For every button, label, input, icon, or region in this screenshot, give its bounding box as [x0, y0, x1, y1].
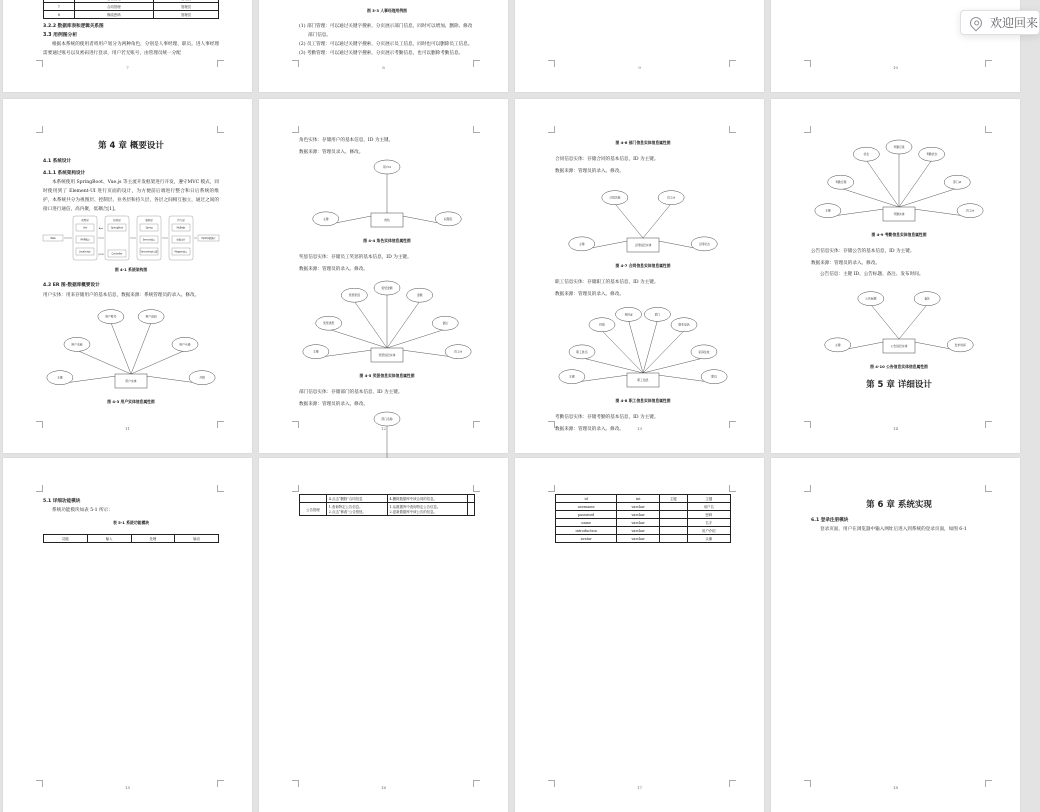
table-cell: 主键 — [660, 495, 688, 503]
figure-caption: 图 4-9 考勤信息实体信息属性图 — [871, 232, 927, 237]
table-cell: 公告管理 — [300, 503, 327, 516]
er-attribute-label: 金额 — [416, 293, 423, 298]
figure-caption: 图 4-8 职工信息实体信息属性图 — [615, 398, 671, 403]
table-row — [556, 495, 731, 503]
list-item: (3) 考勤管理：可以通过关键字搜索，分页展示考勤信息，也可以删除考勤信息。 — [299, 51, 464, 56]
module-label: ServiceImpl实现 — [140, 250, 158, 254]
list-item: (2) 员工管理：可以通过关键字搜索，分页展示员工信息，同时也可以删除员工信息。 — [299, 42, 473, 47]
er-attribute-label: 主键 — [322, 216, 329, 221]
margin-corner-mark — [804, 126, 811, 133]
er-attribute-label: 用户头像 — [179, 342, 191, 347]
table-cell — [660, 519, 688, 527]
data-table — [43, 534, 219, 543]
page-number: 14 — [892, 426, 899, 431]
page-content — [811, 494, 987, 534]
er-connector — [329, 329, 387, 348]
page-content — [811, 135, 987, 396]
er-attribute-label: 部门名称 — [381, 417, 393, 421]
table-cell: password — [556, 511, 617, 519]
figure-caption: 图 4-7 合同信息实体信息属性图 — [615, 263, 671, 268]
er-attribute-label: 主键 — [569, 374, 575, 379]
table-cell: 1.从数据库中查询特定公告信息。 2.更新数据库中该公告的信息。 — [387, 503, 467, 516]
table-cell: 处理 — [131, 535, 175, 543]
er-connector — [899, 160, 932, 207]
margin-corner-mark — [217, 126, 224, 133]
er-attribute-label: 合同名称 — [609, 195, 621, 200]
table-row — [556, 503, 731, 511]
text-line: 奖惩信息实体：存储员工奖惩的基本信息，ID 为主键。 — [299, 255, 412, 260]
architecture-diagram — [43, 214, 219, 262]
client-label: Web — [50, 237, 56, 240]
table-cell — [467, 503, 474, 516]
paragraph: 本系统使用 SpringBoot、Vue.js 等主流开发框架进行开发，遵守MVC 模式，同时使用到了 Element-UI 进行页面的设计，为方便前后端进行整合和日后系统的维护，本系统共分为视图层、控制层、业务层和持久层，各层之间相互独立，通过之间的接口进行通信，高内聚，低耦合[1]。 — [43, 180, 219, 212]
er-entity-label: 合同信息实体 — [634, 243, 652, 247]
data-table — [43, 0, 219, 19]
margin-corner-mark — [729, 485, 736, 492]
er-attribute-label: 备注 — [442, 321, 449, 326]
er-attribute-label: 主键 — [834, 342, 841, 347]
er-connector — [643, 204, 671, 238]
er-attribute-label: 用户账号 — [105, 314, 117, 319]
subsection-heading: 6.1 登录注册模块 — [811, 518, 849, 523]
module-label: MVP模块 — [80, 238, 90, 242]
margin-corner-mark — [548, 126, 555, 133]
chapter-title: 第 4 章 概要设计 — [98, 141, 164, 151]
table-cell: 4.删除数据库中该合同的信息。 — [387, 495, 467, 503]
table-cell — [660, 503, 688, 511]
table-cell: introduction — [556, 527, 617, 535]
er-attribute-label: 主键 — [578, 241, 585, 246]
er-connector — [643, 331, 684, 373]
text-line: 数据来源：管理员录入、修改。 — [299, 150, 364, 155]
er-connector — [871, 305, 899, 339]
page-content — [555, 135, 731, 436]
paragraph: 系统功能模块如表 5-1 所示： — [52, 508, 113, 513]
er-attribute-label: 主键 — [57, 375, 63, 380]
er-attribute-label: 权限名 — [444, 216, 453, 221]
er-diagram — [811, 135, 987, 227]
table-row — [300, 495, 475, 503]
data-table — [555, 494, 731, 543]
text-line: 数据来源：管理员的录入、修改。 — [555, 169, 624, 174]
er-connector — [841, 188, 899, 207]
er-entity-label: 考勤实体 — [893, 212, 905, 216]
layer-label: 视图层 — [81, 219, 89, 222]
figure-caption: 图 4-4 角色实体信息属性图 — [363, 238, 411, 243]
er-connector — [899, 305, 927, 339]
figure-caption: 图 4-10 公告信息实体信息属性图 — [870, 364, 928, 369]
er-connector — [643, 320, 657, 373]
text-line: 考勤信息实体：存储考勤的基本信息，ID 为主键。 — [555, 415, 659, 420]
table-row — [44, 11, 219, 19]
table-cell: 输入 — [87, 535, 131, 543]
table-cell: id — [556, 495, 617, 503]
er-connector — [899, 188, 957, 207]
er-attribute-label: 部门id — [953, 180, 962, 185]
table-cell — [660, 527, 688, 535]
subsection-heading: 4.1.1 系统架构设计 — [43, 171, 86, 176]
table-cell: username — [556, 503, 617, 511]
document-page[interactable] — [771, 99, 1020, 453]
data-table — [299, 494, 475, 516]
er-attribute-label: 用户id — [382, 165, 392, 169]
margin-corner-mark — [36, 126, 43, 133]
table-cell: varchar — [617, 535, 660, 543]
page-content — [299, 135, 475, 485]
er-attribute-label: 备注 — [924, 296, 930, 301]
page-content — [43, 0, 219, 58]
page-number: 17 — [636, 785, 643, 790]
er-diagram — [555, 301, 731, 393]
er-attribute-label: 用户名称 — [71, 342, 83, 347]
er-connector — [354, 301, 387, 348]
table-cell: 输出 — [175, 535, 219, 543]
text-line: 数据来源：管理员的录入、修改。 — [811, 261, 880, 266]
toast-message: 欢迎回来 — [990, 16, 1039, 30]
json-label: JSON — [98, 254, 104, 256]
location-icon — [968, 14, 985, 31]
er-attribute-label: 考勤日期 — [835, 180, 847, 185]
page-number: 12 — [380, 426, 387, 431]
page-content — [299, 494, 475, 516]
table-cell: 头像 — [687, 535, 730, 543]
table-cell: 管理员 — [154, 11, 219, 19]
module-label: Mapper接口 — [174, 250, 188, 254]
er-attribute-label: 公告标题 — [865, 296, 877, 301]
page-number: 16 — [380, 785, 387, 790]
text-line: 数据来源：管理员的录入、修改。 — [299, 267, 368, 272]
er-attribute-label: 性别 — [599, 322, 605, 327]
figure-caption: 图 4-6 部门信息实体信息属性图 — [615, 140, 671, 145]
page-number: 18 — [892, 785, 899, 790]
er-attribute-label: 用户密码 — [145, 314, 157, 319]
subsection-heading: 4.2 ER 图-数据库概要设计 — [43, 283, 100, 288]
page-number: 9 — [638, 65, 641, 70]
er-attribute-label: 家庭住址 — [698, 349, 710, 354]
document-page[interactable] — [259, 0, 508, 92]
figure-caption: 图 3-3 人事经理用例图 — [367, 8, 407, 13]
table-row — [556, 519, 731, 527]
text-line: 公告信息实体：存储公告的基本信息，ID 为主键。 — [811, 249, 915, 254]
er-attribute-label: 状态 — [863, 152, 870, 157]
page-number: 15 — [124, 785, 131, 790]
table-row — [556, 511, 731, 519]
table-cell: 密码 — [687, 511, 730, 519]
er-entity-label: 用户实体 — [125, 379, 137, 383]
table-cell — [660, 511, 688, 519]
module-label: SpringBoot — [110, 226, 124, 230]
table-cell: 1.查询特定公告信息。 2.点击“修改”公告按钮。 — [326, 503, 387, 516]
subsection-heading: 3.2.2 数据库表和逻辑关系图 — [43, 24, 104, 29]
document-page[interactable] — [515, 458, 764, 812]
page-number: 8 — [382, 65, 385, 70]
er-attribute-label: 职位 — [711, 374, 717, 379]
page-content — [299, 3, 475, 58]
er-connector — [615, 204, 643, 238]
section-heading: 3.3 用例图分析 — [43, 33, 78, 38]
table-cell — [300, 495, 327, 503]
margin-corner-mark — [804, 485, 811, 492]
layer-label: 服务层 — [145, 219, 153, 222]
margin-corner-mark — [473, 485, 480, 492]
er-entity-label: 公告信息实体 — [890, 344, 908, 348]
ajax-label: Ajax — [98, 228, 104, 230]
page-content — [43, 494, 219, 543]
figure-caption: 表 5-1 系统功能模块 — [112, 520, 150, 525]
module-label: Vue — [82, 226, 88, 230]
text-line: 数据来源：管理员的录入、修改。 — [555, 427, 624, 432]
er-diagram — [43, 302, 219, 394]
figure-caption: 图 4-1 系统架构图 — [114, 267, 148, 272]
table-cell — [467, 495, 474, 503]
margin-corner-mark — [729, 126, 736, 133]
table-cell: 7 — [44, 3, 75, 11]
er-connector — [602, 331, 643, 373]
margin-corner-mark — [473, 126, 480, 133]
layer-label: 持久层 — [177, 219, 185, 222]
text-line: 数据来源：管理员的录入、修改。 — [299, 402, 368, 407]
table-cell: varchar — [617, 511, 660, 519]
table-cell: int — [617, 495, 660, 503]
er-attribute-label: 考勤记录 — [893, 145, 905, 149]
paragraph: 登录页面，用户在浏览器中输入网址后进入到系统的登录页面，如图 6-1 — [820, 527, 967, 532]
er-connector — [629, 320, 643, 373]
page-content — [555, 494, 731, 543]
er-attribute-label: 部门 — [654, 312, 661, 317]
text-line: 角色实体：存储用户的基本信息，ID 为主键。 — [299, 138, 394, 143]
module-label: Controller — [111, 252, 123, 256]
table-cell: 主键 — [687, 495, 730, 503]
document-page[interactable] — [515, 99, 764, 453]
table-row — [556, 535, 731, 543]
table-cell: 合同管理 — [74, 3, 153, 11]
er-attribute-label: 员工id — [667, 195, 676, 200]
table-cell — [660, 535, 688, 543]
layer-label: 控制层 — [113, 219, 121, 222]
welcome-toast — [960, 10, 1040, 35]
er-entity-label: 角色 — [384, 218, 390, 222]
table-cell: 用户名 — [687, 503, 730, 511]
page-number: 13 — [636, 426, 643, 431]
table-cell: varchar — [617, 519, 660, 527]
table-cell: 修改密码 — [74, 11, 153, 19]
er-connector — [387, 301, 420, 348]
table-cell: name — [556, 519, 617, 527]
er-attribute-label: 身份证 — [624, 312, 633, 317]
figure-caption: 图 4-5 奖惩信息实体信息属性图 — [359, 373, 415, 378]
module-label: Service接口 — [142, 238, 156, 242]
table-cell: varchar — [617, 503, 660, 511]
database-label: MySQL数据库 — [201, 237, 216, 240]
table-cell: varchar — [617, 527, 660, 535]
er-diagram — [555, 178, 731, 258]
figure-caption: 图 4-3 用户实体信息属性图 — [107, 399, 155, 404]
er-diagram — [299, 159, 475, 233]
document-page[interactable] — [771, 458, 1020, 812]
margin-corner-mark — [36, 485, 43, 492]
document-page[interactable] — [3, 99, 252, 453]
er-attribute-label: 奖惩原因 — [348, 293, 360, 298]
er-connector — [643, 358, 704, 373]
document-page[interactable] — [259, 458, 508, 812]
page-number: 10 — [892, 65, 899, 70]
margin-corner-mark — [985, 485, 992, 492]
er-connector — [582, 358, 643, 373]
er-attribute-label: 合同状态 — [698, 241, 710, 246]
table-cell: 8 — [44, 11, 75, 19]
margin-corner-mark — [292, 126, 299, 133]
page-content — [43, 135, 219, 413]
table-cell: 4.点击“删除”合同信息 — [326, 495, 387, 503]
er-attribute-label: 介绍 — [199, 375, 205, 380]
list-item: (1) 部门管理：可以通过关键字搜索，分页展示部门信息，同时可以增加、删除、修改部门信息。 — [299, 24, 473, 38]
er-attribute-label: 员工id — [454, 349, 463, 354]
table-row — [44, 535, 219, 543]
margin-corner-mark — [217, 485, 224, 492]
subsection-heading: 4.1 系统设计 — [43, 159, 72, 164]
text-line: 合同信息实体：存储合同的基本信息，ID 为主键。 — [555, 157, 659, 162]
module-label: MyBatis — [176, 226, 186, 230]
er-attribute-label: 主键 — [825, 208, 831, 213]
table-row — [300, 503, 475, 516]
er-diagram — [811, 279, 987, 359]
text-line: 职工信息实体：存储职工的基本信息，ID 为主键。 — [555, 280, 659, 285]
paragraph: 根据本系统的使用者将用户划分为两种角色，分别是人事经理、职员。进人事经理需要通过账号以及密码进行登录，用户若无账号，由管理员统一分配 — [43, 42, 219, 56]
subsection-heading: 5.1 详细功能模块 — [43, 499, 81, 504]
er-attribute-label: 奖惩金额 — [381, 286, 393, 290]
text-line: 数据来源：管理员的录入、修改。 — [555, 292, 624, 297]
table-cell: 功能 — [44, 535, 88, 543]
er-attribute-label: 主键 — [313, 349, 319, 354]
table-cell: 名字 — [687, 519, 730, 527]
page-number: 7 — [126, 65, 129, 70]
er-attribute-label: 奖惩类型 — [323, 321, 335, 326]
margin-corner-mark — [985, 126, 992, 133]
text-line: 部门信息实体：存储部门的基本信息，ID 为主键。 — [299, 390, 403, 395]
er-diagram — [299, 276, 475, 368]
text-line: 用户实体：用来存储用户的基本信息，数据来源：系统管理员的录入、修改。 — [43, 293, 200, 298]
margin-corner-mark — [292, 485, 299, 492]
table-cell: 管理员 — [154, 3, 219, 11]
table-cell: avatar — [556, 535, 617, 543]
er-attribute-label: 联系电话 — [678, 322, 690, 327]
document-page[interactable] — [259, 99, 508, 453]
er-attribute-label: 发布时间 — [954, 342, 966, 347]
document-page[interactable] — [515, 0, 764, 92]
paragraph: 公告信息：主键 ID、公告标题、备注、发布时间。 — [820, 272, 924, 277]
module-label: Spring — [145, 226, 153, 230]
er-attribute-label: 员工id — [966, 208, 975, 213]
module-label: JavaScript — [79, 250, 91, 254]
page-number: 11 — [124, 426, 131, 431]
table-row — [44, 3, 219, 11]
chapter-title: 第 5 章 详细设计 — [866, 380, 932, 390]
er-entity-label: 奖惩信息实体 — [378, 353, 396, 357]
er-connector — [387, 329, 445, 348]
document-page[interactable] — [3, 0, 252, 92]
er-attribute-label: 职工姓名 — [576, 349, 588, 354]
margin-corner-mark — [548, 485, 555, 492]
document-page[interactable] — [3, 458, 252, 812]
module-label: 映射文件 — [176, 238, 186, 242]
er-entity-label: 职工信息 — [637, 378, 649, 382]
table-cell: 用户介绍 — [687, 527, 730, 535]
er-connector — [866, 160, 899, 207]
chapter-title: 第 6 章 系统实现 — [866, 500, 932, 510]
er-attribute-label: 考勤状态 — [926, 152, 938, 157]
table-row — [556, 527, 731, 535]
